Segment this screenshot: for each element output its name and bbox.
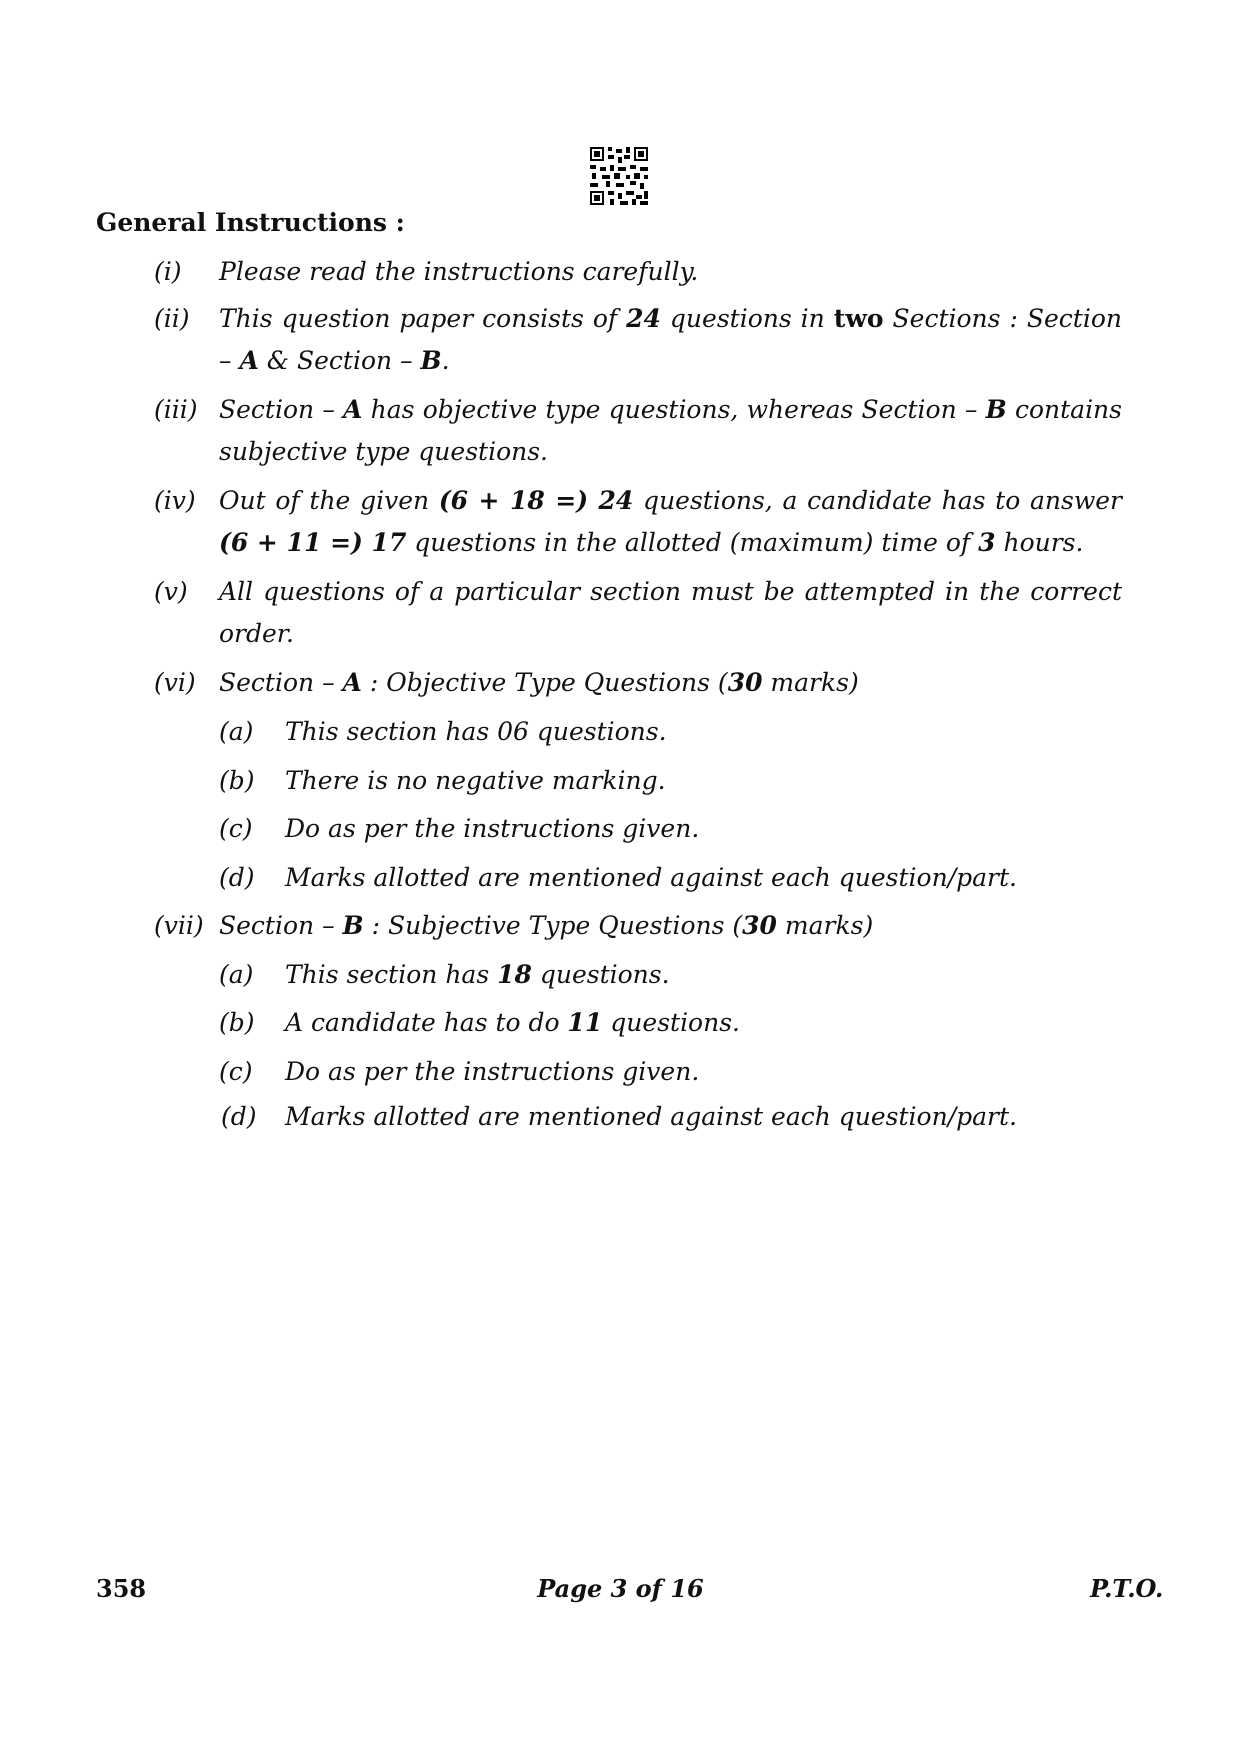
subitem-letter: (d) xyxy=(219,863,255,892)
subitem-text: A candidate has to do 11 questions. xyxy=(285,1008,740,1037)
subitem-text: This section has 06 questions. xyxy=(285,717,667,746)
subitem-letter: (b) xyxy=(219,766,255,795)
page-number: Page 3 of 16 xyxy=(537,1574,704,1603)
item-number: (iv) xyxy=(154,486,196,515)
item-text: Section – A : Objective Type Questions (30 marks) xyxy=(219,668,859,697)
subitem-text: Do as per the instructions given. xyxy=(285,814,700,843)
subitem-letter: (c) xyxy=(219,814,253,843)
item-text: This question paper consists of 24 questions in two Sections : Section – A & Section – B. xyxy=(219,304,1122,375)
item-number: (vi) xyxy=(154,668,196,697)
subitem-letter: (a) xyxy=(219,717,254,746)
item-number: (i) xyxy=(154,257,182,286)
subitem-text: Marks allotted are mentioned against each question/part. xyxy=(285,863,1017,892)
general-instructions-heading: General Instructions : xyxy=(96,208,405,237)
qr-code-icon xyxy=(590,147,648,205)
paper-code: 358 xyxy=(96,1574,147,1603)
item-text: All questions of a particular section must be attempted in the correct order. xyxy=(219,577,1122,648)
item-number: (v) xyxy=(154,577,188,606)
item-text: Please read the instructions carefully. xyxy=(219,257,699,286)
subitem-letter: (d) xyxy=(221,1102,257,1131)
subitem-text: There is no negative marking. xyxy=(285,766,666,795)
subitem-text: Do as per the instructions given. xyxy=(285,1057,700,1086)
subitem-letter: (c) xyxy=(219,1057,253,1086)
item-text: Section – A has objective type questions, whereas Section – B contains subjective type questions. xyxy=(219,395,1122,466)
item-text: Out of the given (6 + 18 =) 24 questions, a candidate has to answer (6 + 11 =) 17 questions in the allotted (maximum) time of 3 hours. xyxy=(219,486,1122,557)
item-number: (iii) xyxy=(154,395,198,424)
subitem-letter: (a) xyxy=(219,960,254,989)
item-number: (vii) xyxy=(154,911,204,940)
item-number: (ii) xyxy=(154,304,190,333)
subitem-text: This section has 18 questions. xyxy=(285,960,670,989)
item-text: Section – B : Subjective Type Questions (30 marks) xyxy=(219,911,874,940)
subitem-letter: (b) xyxy=(219,1008,255,1037)
pto-label: P.T.O. xyxy=(1090,1574,1164,1603)
subitem-text: Marks allotted are mentioned against each question/part. xyxy=(285,1102,1017,1131)
